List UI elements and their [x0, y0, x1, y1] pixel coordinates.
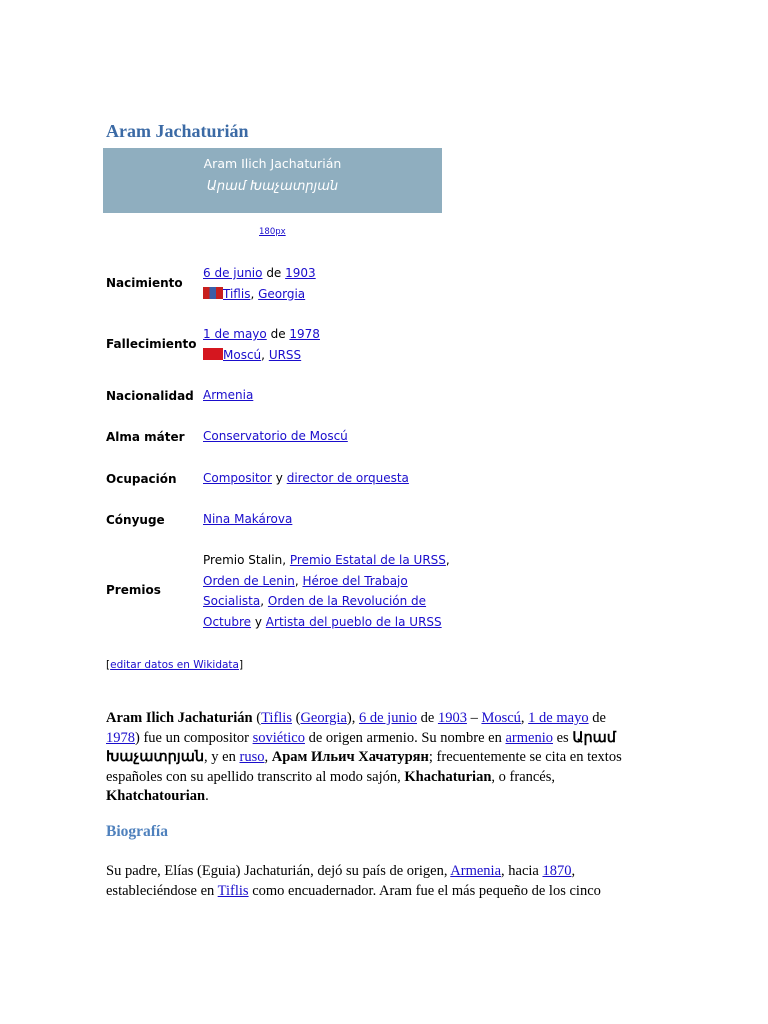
row-label-spouse: Cónyuge — [106, 513, 165, 527]
intro-soviet-link[interactable]: soviético — [252, 729, 305, 746]
intro-text: ( — [295, 710, 301, 726]
intro-moscow-link[interactable]: Moscú — [481, 710, 521, 726]
award-hero-labour-link-b[interactable]: Socialista — [203, 594, 261, 608]
occupation-y: y — [275, 471, 283, 485]
intro-khatchatourian: Khatchatourian — [106, 788, 206, 804]
wikidata-edit — [106, 659, 243, 671]
section-heading-biografia: Biografía — [106, 823, 168, 840]
intro-text: ), — [346, 710, 356, 726]
award-comma-1: , — [445, 553, 450, 567]
row-value-occupation — [203, 468, 409, 489]
ussr-flag-icon — [203, 348, 223, 360]
intro-birth-date-link[interactable]: 6 de junio — [359, 710, 417, 726]
death-year-link[interactable]: 1978 — [289, 327, 320, 341]
award-stalin: Premio Stalin, — [203, 553, 287, 567]
row-value-nationality — [203, 385, 253, 406]
infobox-name: Aram Ilich Jachaturián — [203, 156, 342, 171]
bio-armenia-link[interactable]: Armenia — [450, 863, 502, 879]
death-country-link[interactable]: URSS — [268, 347, 302, 362]
intro-text: ; frecuentemente se cita en textos españoles con su apellido transcrito al modo sajón, — [106, 749, 622, 785]
wikidata-edit-link[interactable]: editar datos en Wikidata — [110, 659, 239, 671]
row-label-nationality: Nacionalidad — [106, 389, 194, 403]
birth-date-link[interactable]: 6 de junio — [203, 266, 263, 280]
award-comma-2: , — [294, 573, 299, 588]
intro-text: de origen armenio. Su nombre en — [308, 729, 502, 746]
intro-text: , — [264, 749, 269, 765]
row-label-death: Fallecimiento — [106, 337, 197, 351]
intro-armenian-name: Արամ Խաչատրյան — [106, 729, 616, 765]
intro-text: , o francés, — [491, 768, 556, 785]
intro-text: ( — [256, 710, 262, 726]
row-value-spouse — [203, 509, 292, 530]
bio-text: , hacia — [501, 863, 539, 879]
row-value-awards — [203, 550, 450, 632]
intro-tiflis-link[interactable]: Tiflis — [261, 710, 292, 726]
intro-bold-name: Aram Ilich Jachaturián — [106, 710, 253, 726]
wikidata-bracket-close: ] — [238, 659, 244, 671]
row-label-birth: Nacimiento — [106, 276, 183, 290]
nationality-link[interactable]: Armenia — [203, 388, 254, 402]
row-value-birth — [203, 263, 316, 304]
row-value-alma-mater — [203, 426, 348, 447]
row-label-alma-mater: Alma máter — [106, 430, 185, 444]
intro-russian-link[interactable]: ruso — [239, 749, 265, 765]
bio-text: , estableciéndose en — [106, 863, 576, 899]
spouse-link[interactable]: Nina Makárova — [203, 512, 293, 526]
infobox-native-name: Արամ Խաչատրյան — [206, 179, 339, 194]
intro-text: – — [470, 710, 478, 726]
bio-tiflis-link[interactable]: Tiflis — [217, 882, 249, 899]
intro-text: de — [420, 710, 435, 726]
death-de: de — [270, 327, 286, 341]
death-sep: , — [261, 347, 265, 362]
award-order-lenin-link[interactable]: Orden de Lenin — [203, 573, 295, 588]
intro-death-date-link[interactable]: 1 de mayo — [528, 710, 589, 726]
bio-text: Su padre, Elías (Eguia) Jachaturián, dejó su país de origen, — [106, 863, 448, 879]
alma-mater-link[interactable]: Conservatorio de Moscú — [203, 429, 348, 443]
death-date-link[interactable]: 1 de mayo — [203, 327, 267, 341]
birth-city-link[interactable]: Tiflis — [223, 286, 251, 301]
intro-birth-year-link[interactable]: 1903 — [437, 710, 467, 726]
intro-text: . — [205, 788, 209, 804]
award-state-prize-link[interactable]: Premio Estatal de la URSS — [289, 553, 446, 567]
birth-year-link[interactable]: 1903 — [285, 266, 316, 280]
birth-country-link[interactable]: Georgia — [258, 286, 306, 301]
intro-russian-name: Арам Ильич Хачатурян — [271, 749, 429, 765]
intro-text: es — [556, 729, 569, 746]
intro-khachaturian: Khachaturian — [404, 768, 492, 785]
birth-de: de — [266, 266, 282, 280]
occupation-composer-link[interactable]: Compositor — [203, 471, 272, 485]
page-title: Aram Jachaturián — [106, 121, 249, 141]
intro-paragraph — [106, 709, 642, 807]
biografia-paragraph — [106, 862, 642, 901]
infobox-header — [103, 148, 442, 213]
wikidata-bracket-open: [ — [106, 659, 111, 671]
image-caption-link[interactable]: 180px — [259, 227, 286, 237]
award-y: y — [254, 614, 262, 629]
award-peoples-artist-link[interactable]: Artista del pueblo de la URSS — [265, 614, 442, 629]
row-label-occupation: Ocupación — [106, 472, 177, 486]
intro-armenian-link[interactable]: armenio — [505, 729, 553, 746]
intro-text: ) fue un compositor — [135, 729, 249, 746]
bio-text: como encuadernador. Aram fue el más pequeño de los cinco — [252, 882, 601, 899]
bio-1870-link[interactable]: 1870 — [542, 863, 572, 879]
intro-georgia-link[interactable]: Georgia — [300, 710, 347, 726]
georgia-flag-icon — [203, 287, 223, 299]
award-october-revolution-link-a[interactable]: Orden de la Revolución de — [267, 594, 427, 608]
occupation-conductor-link[interactable]: director de orquesta — [286, 471, 409, 485]
row-label-awards: Premios — [106, 583, 161, 597]
death-city-link[interactable]: Moscú — [223, 347, 262, 362]
intro-text: , y en — [204, 749, 236, 765]
intro-death-year-link[interactable]: 1978 — [106, 729, 135, 746]
row-value-death — [203, 324, 320, 365]
birth-sep: , — [250, 286, 255, 301]
award-hero-labour-link-a[interactable]: Héroe del Trabajo — [302, 573, 408, 588]
intro-text: , — [520, 710, 525, 726]
intro-text: de — [592, 710, 606, 726]
award-october-revolution-link-b[interactable]: Octubre — [203, 614, 252, 629]
award-comma-3: , — [260, 594, 265, 608]
